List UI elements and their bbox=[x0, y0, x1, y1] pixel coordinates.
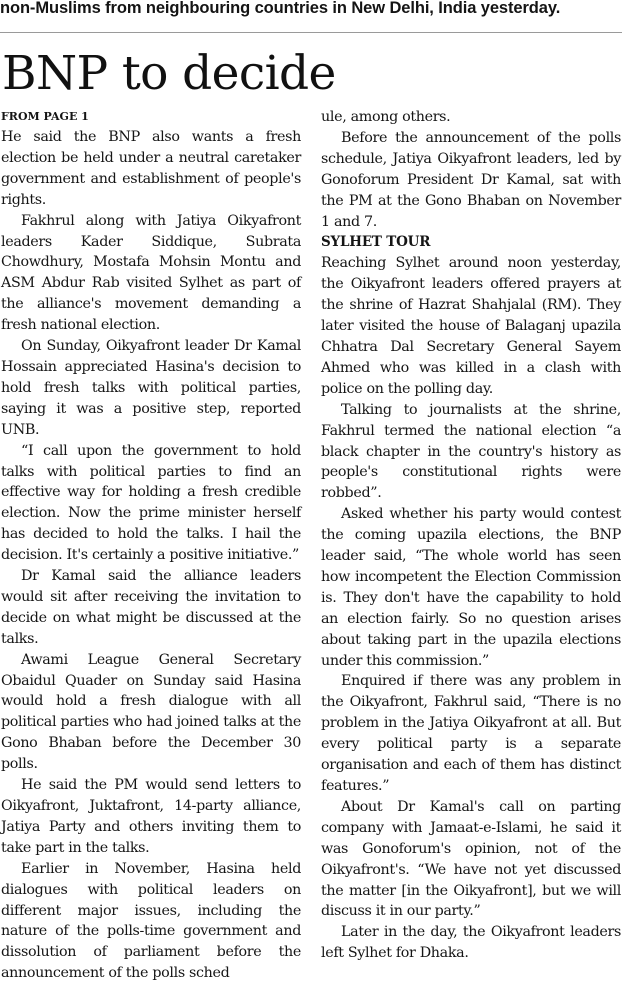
paragraph: On Sunday, Oikyafront leader Dr Kamal Hossain appreciated Hasina's decision to hold fresh talks with political parties, saying it was a positive step, reported UNB. bbox=[1, 338, 301, 438]
paragraph: Talking to journalists at the shrine, Fakhrul termed the national election “a black chapter in the country's history as people's constitutional rights were robbed”. bbox=[321, 401, 621, 502]
paragraph: “I call upon the government to hold talks with political parties to find an effective way for holding a fresh credible election. Now the prime minister herself has decided to hold the talks. I hail the decision. It's certainly a positive initiative.” bbox=[1, 442, 301, 564]
paragraph: Asked whether his party would contest the coming upazila elections, the BNP leader said, “The whole world has seen how incompetent the Election Commission is. They don't have the capability to hold an election fairly. So no question arises about taking part in the upazila elections under this commission.” bbox=[321, 506, 621, 669]
caption-divider bbox=[0, 32, 622, 33]
paragraph: Enquired if there was any problem in the Oikyafront, Fakhrul said, “There is no problem in the Jatiya Oikyafront at all. But every political party is a separate organisation and each of them has distinct features.” bbox=[321, 673, 621, 794]
paragraph: Fakhrul along with Jatiya Oikyafront leaders Kader Siddique, Subrata Chowdhury, Mostafa Mohsin Montu and ASM Abdur Rab visited Sylhet as part of the alliance's movement demanding a fresh national election. bbox=[1, 212, 301, 334]
headline: BNP to decide bbox=[2, 46, 336, 101]
paragraph: He said the PM would send letters to Oikyafront, Juktafront, 14-party alliance, Jatiya Party and others inviting them to take part in the talks. bbox=[1, 777, 301, 856]
paragraph: Earlier in November, Hasina held dialogues with political leaders on different major issues, including the nature of the polls-time government and dissolution of parliament before the announcement of the polls sched bbox=[1, 860, 301, 982]
paragraph: Reaching Sylhet around noon yesterday, the Oikyafront leaders offered prayers at the shrine of Hazrat Shahjalal (RM). They later visited the house of Balaganj upazila Chhatra Dal Secretary General Sayem Ahmed who was killed in a clash with police on the polling day. bbox=[321, 255, 621, 397]
paragraph-continued: ule, among others. bbox=[321, 109, 451, 125]
paragraph: Awami League General Secretary Obaidul Quader on Sunday said Hasina would hold a fresh dialogue with all political parties who had joined talks at the Gono Bhaban before the December 30 polls. bbox=[1, 651, 301, 773]
article-column-right bbox=[321, 107, 621, 964]
paragraph: He said the BNP also wants a fresh election be held under a neutral caretaker government and establishment of people's rights. bbox=[1, 129, 301, 208]
section-subhead: SYLHET TOUR bbox=[321, 234, 431, 251]
paragraph: About Dr Kamal's call on parting company with Jamaat-e-Islami, he said it was Gonoforum's opinion, not of the Oikyafront's. “We have not yet discussed the matter [in the Oikyafront], but we will discuss it in our party.” bbox=[321, 798, 621, 920]
paragraph: Dr Kamal said the alliance leaders would sit after receiving the invitation to decide on what might be discussed at the talks. bbox=[1, 568, 301, 647]
paragraph: Later in the day, the Oikyafront leaders left Sylhet for Dhaka. bbox=[321, 924, 621, 962]
article-column-left bbox=[1, 107, 301, 984]
paragraph: Before the announcement of the polls schedule, Jatiya Oikyafront leaders, led by Gonoforum President Dr Kamal, sat with the PM at the Gono Bhaban on November 1 and 7. bbox=[321, 129, 621, 230]
photo-caption: non-Muslims from neighbouring countries in New Delhi, India yesterday. bbox=[0, 0, 561, 17]
continuation-kicker: FROM PAGE 1 bbox=[1, 110, 89, 123]
